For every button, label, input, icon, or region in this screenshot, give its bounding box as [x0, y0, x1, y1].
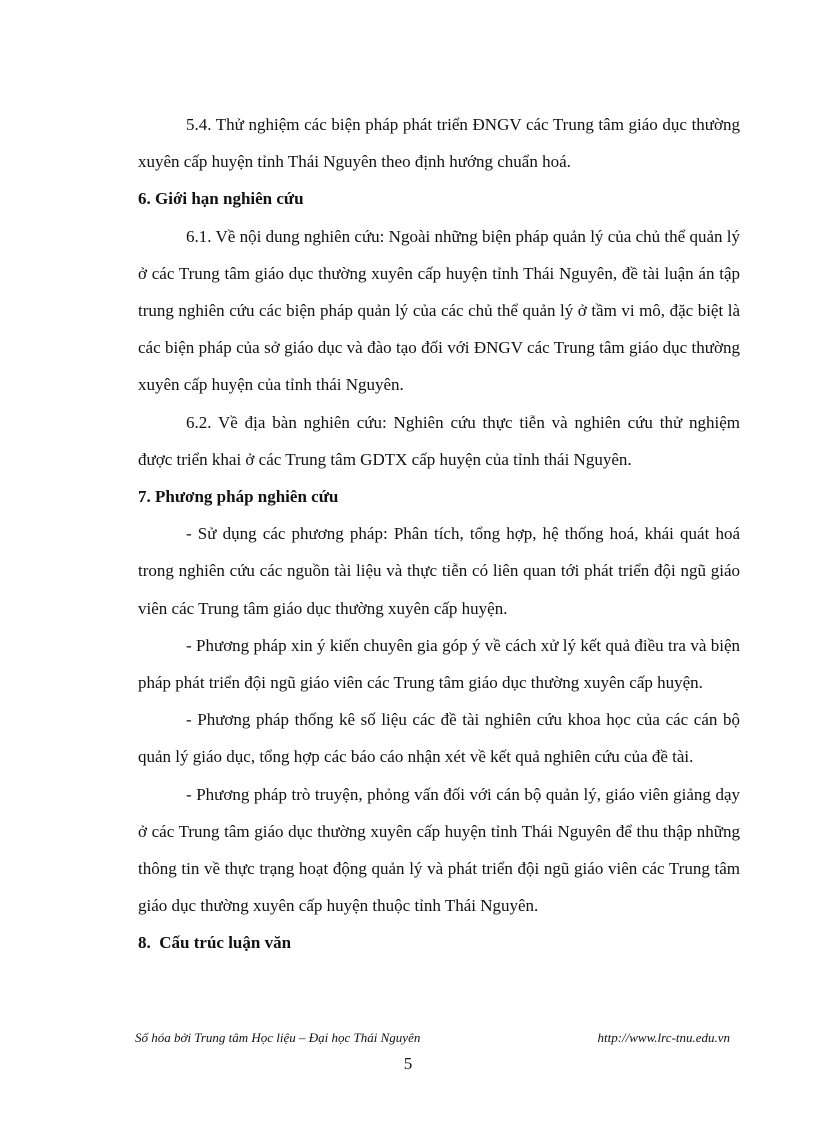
paragraph-6-1: 6.1. Về nội dung nghiên cứu: Ngoài những biện pháp quản lý của chủ thể quản lý ở các Trung tâm giáo dục thường xuyên cấp huyện tỉnh Thái Nguyên, đề tài luận án tập trung nghiên cứu các biện pháp quản lý của các chủ thể quản lý ở tầm vi mô, đặc biệt là các biện pháp của sở giáo dục và đào tạo đối với ĐNGV các Trung tâm giáo dục thường xuyên cấp huyện của tỉnh thái Nguyên. — [138, 226, 740, 395]
method-item-3: - Phương pháp thống kê số liệu các đề tài nghiên cứu khoa học của các cán bộ quản lý giáo dục, tổng hợp các báo cáo nhận xét về kết quả nghiên cứu của đề tài. — [138, 710, 740, 767]
method-item-2: - Phương pháp xin ý kiến chuyên gia góp ý về cách xử lý kết quả điều tra và biện pháp phát triển đội ngũ giáo viên các Trung tâm giáo dục thường xuyên cấp huyện. — [138, 635, 740, 693]
method-item-1: - Sử dụng các phương pháp: Phân tích, tổng hợp, hệ thống hoá, khái quát hoá trong nghiên cứu các nguồn tài liệu và thực tiễn có liên quan tới phát triển đội ngũ giáo viên các Trung tâm giáo dục thường xuyên cấp huyện. — [138, 524, 740, 618]
footer-url: http://www.lrc-tnu.edu.vn — [597, 1030, 730, 1045]
heading-research-methods: 7. Phương pháp nghiên cứu — [138, 487, 339, 507]
method-item-4: - Phương pháp trò truyện, phỏng vấn đối với cán bộ quản lý, giáo viên giảng dạy ở các Trung tâm giáo dục thường xuyên cấp huyện tỉnh Thái Nguyên để thu thập những thông tin về thực trạng hoạt động quản lý và phát triển đội ngũ giáo viên các Trung tâm giáo dục thường xuyên cấp huyện thuộc tỉnh Thái Nguyên. — [138, 784, 740, 916]
paragraph-5-4: 5.4. Thử nghiệm các biện pháp phát triển ĐNGV các Trung tâm giáo dục thường xuyên cấp huyện tỉnh Thái Nguyên theo định hướng chuẩn hoá. — [138, 115, 740, 172]
paragraph-6-2: 6.2. Về địa bàn nghiên cứu: Nghiên cứu thực tiễn và nghiên cứu thử nghiệm được triển khai ở các Trung tâm GDTX cấp huyện của tỉnh thái Nguyên. — [138, 412, 740, 469]
page-number: 5 — [403, 1054, 413, 1073]
footer-digitized-by: Số hóa bởi Trung tâm Học liệu – Đại học Thái Nguyên — [135, 1030, 421, 1045]
document-body — [138, 106, 740, 962]
heading-thesis-structure: 8. Cấu trúc luận văn — [138, 933, 292, 953]
heading-research-scope: 6. Giới hạn nghiên cứu — [138, 189, 304, 209]
